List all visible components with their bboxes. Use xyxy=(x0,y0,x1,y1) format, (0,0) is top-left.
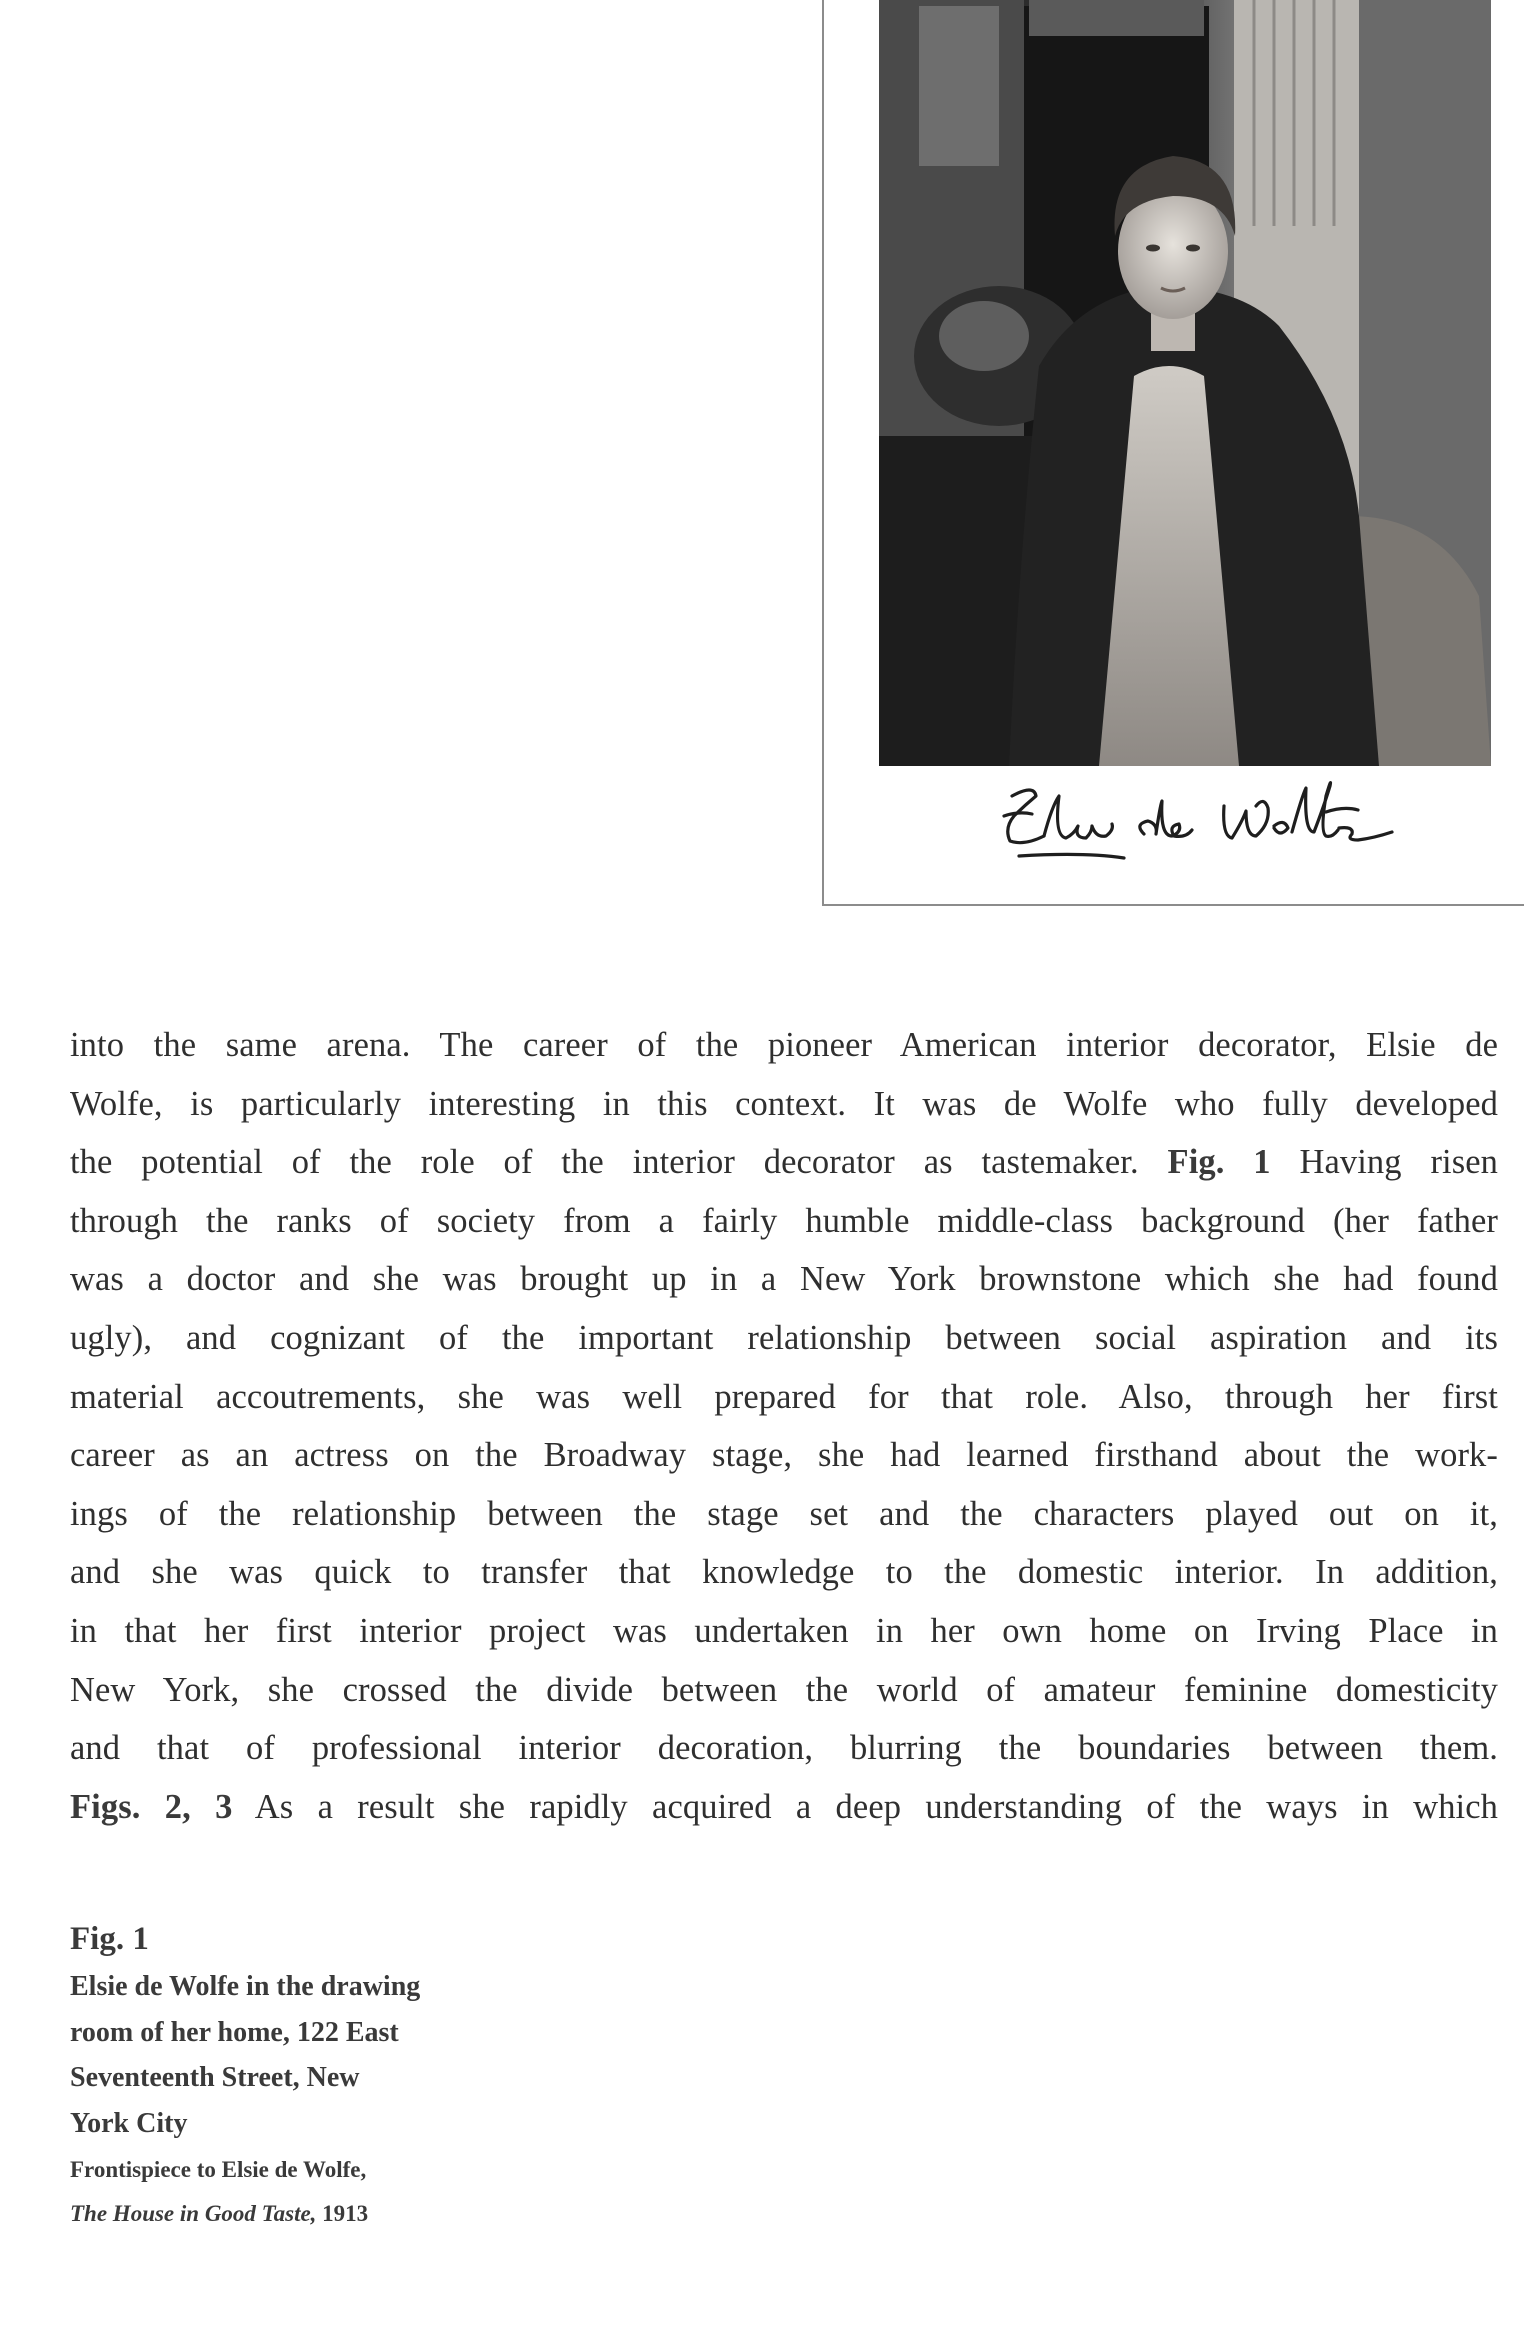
book-title: The House in Good Taste, xyxy=(70,2201,317,2226)
frontispiece-frame xyxy=(822,0,1524,906)
body-line: material accoutrements, she was well prepared for that role. Also, through her first xyxy=(70,1377,1498,1416)
caption-source: Frontispiece to Elsie de Wolfe, xyxy=(70,2157,367,2182)
body-line: through the ranks of society from a fairly humble middle-class background (her father xyxy=(70,1201,1498,1240)
body-line: ings of the relationship between the stage set and the characters played out on it, xyxy=(70,1494,1498,1533)
body-line: ugly), and cognizant of the important relationship between social aspiration and its xyxy=(70,1318,1498,1357)
body-line: Wolfe, is particularly interesting in this context. It was de Wolfe who fully developed xyxy=(70,1084,1498,1123)
caption-source-title xyxy=(70,2192,550,2236)
caption-line: Elsie de Wolfe in the drawing xyxy=(70,1971,421,2002)
body-line: and she was quick to transfer that knowledge to the domestic interior. In addition, xyxy=(70,1553,1498,1592)
caption-label: Fig. 1 xyxy=(70,1921,149,1957)
portrait-photograph xyxy=(879,0,1491,766)
body-line: career as an actress on the Broadway stage, she had learned firsthand about the work- xyxy=(70,1436,1498,1475)
body-line: was a doctor and she was brought up in a New York brownstone which she had found xyxy=(70,1260,1498,1299)
body-line: and that of professional interior decoration, blurring the boundaries between them. xyxy=(70,1729,1498,1768)
caption-line: room of her home, 122 East xyxy=(70,2016,399,2048)
figure-reference[interactable]: Fig. 1 xyxy=(1167,1143,1271,1182)
body-line: in that her first interior project was undertaken in her own home on Irving Place in xyxy=(70,1611,1498,1650)
book-year: 1913 xyxy=(322,2201,369,2226)
caption-line: York City xyxy=(70,2107,188,2139)
figure-caption xyxy=(70,1916,550,2236)
body-line: the potential of the role of the interior decorator as tastemaker. Fig. 1 Having risen xyxy=(70,1143,1499,1182)
body-line: Figs. 2, 3 As a result she rapidly acquired a deep understanding of the ways in which xyxy=(70,1787,1498,1826)
body-line: into the same arena. The career of the pioneer American interior decorator, Elsie de xyxy=(70,1026,1498,1064)
signature xyxy=(974,766,1414,876)
caption-line: Seventeenth Street, New xyxy=(70,2062,360,2093)
body-line: New York, she crossed the divide between the world of amateur feminine domesticity xyxy=(70,1670,1498,1709)
body-paragraph xyxy=(70,1016,1498,1836)
figure-reference[interactable]: Figs. 2, 3 xyxy=(70,1787,233,1826)
